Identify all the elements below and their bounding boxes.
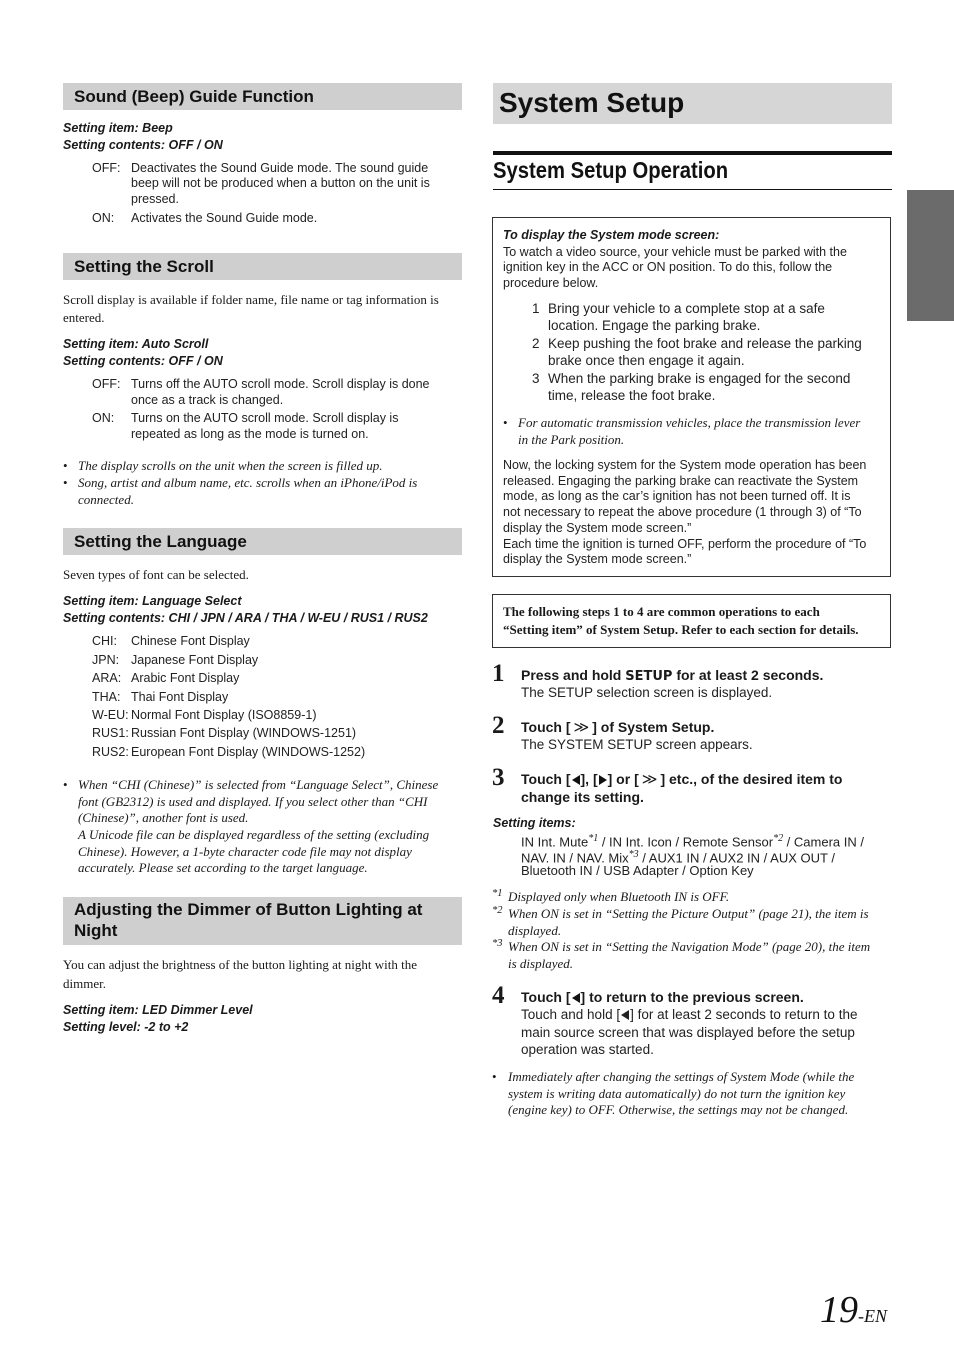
- def-value: Thai Font Display: [131, 690, 229, 704]
- page-number-suffix: -EN: [858, 1306, 887, 1326]
- triangle-right-icon: [599, 775, 607, 785]
- para-line: released. Engaging the parking brake can reactivate the System: [503, 474, 859, 488]
- side-tab: [907, 190, 954, 321]
- language-note: [63, 776, 462, 878]
- footnote-ref: *3: [628, 849, 639, 860]
- def-value: Chinese Font Display: [131, 634, 250, 648]
- def-value-line: repeated as long as the mode is turned on.: [131, 427, 369, 441]
- step-text: for at least 2 seconds.: [672, 667, 824, 683]
- scroll-intro-line: entered.: [63, 310, 105, 325]
- page-number-digits: 19: [820, 1289, 858, 1331]
- def-value: Normal Font Display (ISO8859-1): [131, 708, 317, 722]
- footnote-line: displayed.: [508, 923, 562, 938]
- item-text: / IN Int. Icon / Remote Sensor: [598, 834, 774, 850]
- para-line: Now, the locking system for the System mode operation has been: [503, 458, 867, 472]
- footnote-line: When ON is set in “Setting the Picture Output” (page 21), the item is: [508, 906, 869, 921]
- box-note: [503, 414, 883, 448]
- bullet: •: [63, 777, 68, 792]
- def-value-line: once as a track is changed.: [131, 393, 284, 407]
- step-line: brake once then engage it again.: [548, 353, 745, 368]
- def-value-line: Turns on the AUTO scroll mode. Scroll display is: [131, 411, 399, 425]
- step-text: ] of System Setup.: [592, 719, 715, 735]
- section-title-operation: System Setup Operation: [493, 157, 729, 183]
- def-key: RUS2:: [92, 745, 129, 759]
- note-line: accurately. Please set according to the target language.: [78, 860, 368, 875]
- scroll-def-off: [92, 376, 462, 408]
- step-4-body-line: operation was started.: [521, 1042, 654, 1057]
- footnote-ref: *2: [773, 833, 784, 844]
- footnote-mark: *1: [492, 888, 503, 899]
- dimmer-intro-line: You can adjust the brightness of the button lighting at night with the: [63, 957, 417, 972]
- def-key: THA:: [92, 690, 121, 704]
- box-intro-line: To watch a video source, your vehicle must be parked with the: [503, 245, 847, 259]
- section-rule-bottom: [493, 189, 892, 190]
- para-line: Each time the ignition is turned OFF, perform the procedure of “To: [503, 537, 867, 551]
- step-line: Keep pushing the foot brake and release the parking: [548, 336, 862, 351]
- step-number: 1: [532, 301, 540, 316]
- step-line: When the parking brake is engaged for the second: [548, 371, 851, 386]
- step-text: Touch [: [521, 771, 571, 787]
- def-key: CHI:: [92, 634, 117, 648]
- def-key: OFF:: [92, 161, 121, 175]
- beep-def-on: [92, 210, 462, 226]
- step-text: ] etc., of the desired item to: [660, 771, 843, 787]
- language-intro: Seven types of font can be selected.: [63, 567, 249, 582]
- def-value: Arabic Font Display: [131, 671, 240, 685]
- step-text: ] for at least 2 seconds to return to the: [630, 1007, 858, 1022]
- scroll-setting-contents: Setting contents: OFF / ON: [63, 354, 223, 368]
- para-line: display the System mode screen.”: [503, 521, 692, 535]
- step-2-heading: [521, 718, 714, 737]
- note-line: (engine key) to OFF. Otherwise, the settings may not be changed.: [508, 1102, 849, 1117]
- beep-setting-item: Setting item: Beep: [63, 121, 173, 135]
- para-line: mode, as long as the car’s ignition has not been turned off. It is: [503, 489, 851, 503]
- step-text: Touch and hold [: [521, 1007, 621, 1022]
- common-ops-line: “Setting item” of System Setup. Refer to each section for details.: [503, 622, 859, 637]
- def-key: JPN:: [92, 653, 120, 667]
- def-key: ARA:: [92, 671, 122, 685]
- step-4-body-line: main source screen that was displayed before the setup: [521, 1025, 855, 1040]
- language-setting-contents: Setting contents: CHI / JPN / ARA / THA / W-EU / RUS1 / RUS2: [63, 611, 428, 625]
- def-value-line: Deactivates the Sound Guide mode. The sound guide: [131, 161, 429, 175]
- scroll-intro-line: Scroll display is available if folder name, file name or tag information is: [63, 292, 439, 307]
- footnote-line: When ON is set in “Setting the Navigation Mode” (page 20), the item: [508, 939, 871, 954]
- item-text: / AUX1 IN / AUX2 IN / AUX OUT /: [638, 850, 835, 866]
- section-title-line: Night: [74, 921, 118, 940]
- scroll-note: [63, 474, 462, 508]
- bullet: •: [492, 1069, 497, 1084]
- section-title-dimmer: [63, 897, 462, 945]
- def-value: Japanese Font Display: [131, 653, 259, 667]
- double-chevron-right-icon: ≫: [573, 719, 590, 736]
- note-line: in the Park position.: [518, 432, 625, 447]
- section-title-language: Setting the Language: [63, 528, 462, 555]
- def-key: ON:: [92, 211, 115, 225]
- footnote-mark: *2: [492, 905, 503, 916]
- box-heading: To display the System mode screen:: [503, 228, 720, 242]
- language-setting-item: Setting item: Language Select: [63, 594, 242, 608]
- footnote: [492, 905, 892, 939]
- step-4-heading: [521, 988, 804, 1006]
- step-line: time, release the foot brake.: [548, 388, 716, 403]
- para-line: display the System mode screen.”: [503, 552, 692, 566]
- language-def-list: [92, 633, 462, 763]
- box-steps: [532, 300, 882, 408]
- step-number: 2: [492, 712, 505, 739]
- beep-setting-contents: Setting contents: OFF / ON: [63, 138, 223, 152]
- step-3-heading-line2: change its setting.: [521, 789, 644, 805]
- note-line: For automatic transmission vehicles, place the transmission lever: [518, 415, 861, 430]
- page-title-bar: [493, 83, 892, 124]
- page-number: [820, 1288, 887, 1332]
- section-title-line: Adjusting the Dimmer of Button Lighting at: [74, 900, 423, 919]
- step-3-heading: [521, 770, 842, 789]
- note-line: The display scrolls on the unit when the screen is filled up.: [78, 458, 383, 473]
- section-title-beep: Sound (Beep) Guide Function: [63, 83, 462, 110]
- scroll-note: [63, 457, 462, 474]
- def-value: Russian Font Display (WINDOWS-1251): [131, 726, 357, 740]
- step-number: 3: [492, 764, 505, 791]
- step-line: Bring your vehicle to a complete stop at a safe: [548, 301, 825, 316]
- note-line: A Unicode file can be displayed regardless of the setting (excluding: [78, 827, 430, 842]
- triangle-left-icon: [621, 1010, 629, 1020]
- step-text: ] or [: [607, 771, 639, 787]
- footnote-ref: *1: [588, 833, 599, 844]
- item-text: / Camera IN /: [783, 834, 864, 850]
- scroll-def-on: [92, 410, 462, 442]
- box-intro-line: procedure below.: [503, 276, 599, 290]
- def-value-line: Turns off the AUTO scroll mode. Scroll display is done: [131, 377, 430, 391]
- step-number: 1: [492, 660, 505, 687]
- def-key: RUS1:: [92, 726, 129, 740]
- step-1-heading: [521, 666, 823, 686]
- def-value-line: pressed.: [131, 192, 179, 206]
- page-title: System Setup: [499, 87, 685, 118]
- triangle-left-icon: [572, 993, 580, 1003]
- footnote: [492, 888, 892, 905]
- step-text: ] to return to the previous screen.: [580, 989, 804, 1005]
- def-value: European Font Display (WINDOWS-1252): [131, 745, 366, 759]
- note-line: Immediately after changing the settings of System Mode (while the: [508, 1069, 855, 1084]
- box-intro: [503, 244, 883, 292]
- item-text: NAV. IN / NAV. Mix: [521, 850, 629, 866]
- final-note: [492, 1068, 892, 1119]
- step-line: location. Engage the parking brake.: [548, 318, 761, 333]
- setup-key-label: SETUP: [625, 669, 673, 684]
- step-number: 2: [532, 336, 540, 351]
- step-text: Touch [: [521, 989, 571, 1005]
- double-chevron-right-icon: ≫: [641, 771, 658, 788]
- bullet: •: [63, 458, 68, 473]
- step-1-body: The SETUP selection screen is displayed.: [521, 685, 773, 700]
- footnote-line: is displayed.: [508, 956, 573, 971]
- section-title-scroll: Setting the Scroll: [63, 253, 462, 280]
- note-line: (Chinese)”, another font is used.: [78, 810, 249, 825]
- def-key: OFF:: [92, 377, 121, 391]
- step-text: Press and hold: [521, 667, 626, 683]
- para-line: not necessary to repeat the above procedure (1 through 3) of “To: [503, 505, 862, 519]
- step-4-body-line: [521, 1006, 857, 1024]
- section-rule-top: [493, 151, 892, 155]
- step-number: 3: [532, 371, 540, 386]
- step-number: 4: [492, 982, 505, 1009]
- note-line: system is writing data automatically) do not turn the ignition key: [508, 1086, 846, 1101]
- bullet: •: [63, 475, 68, 490]
- note-line: When “CHI (Chinese)” is selected from “Language Select”, Chinese: [78, 777, 439, 792]
- beep-def-off: [92, 160, 462, 210]
- step-2-body: The SYSTEM SETUP screen appears.: [521, 737, 753, 752]
- footnote-mark: *3: [492, 938, 503, 949]
- note-line: Chinese). However, a 1-byte character code file may not display: [78, 844, 412, 859]
- dimmer-intro-line: dimmer.: [63, 976, 106, 991]
- step-text: Touch [: [521, 719, 571, 735]
- note-line: connected.: [78, 492, 134, 507]
- triangle-left-icon: [572, 775, 580, 785]
- bullet: •: [503, 415, 508, 430]
- common-ops-line: The following steps 1 to 4 are common operations to each: [503, 604, 820, 619]
- box-intro-line: ignition key in the ACC or ON position. To do this, follow the: [503, 260, 833, 274]
- def-value-line: beep will not be produced when a button on the unit is: [131, 176, 430, 190]
- scroll-setting-item: Setting item: Auto Scroll: [63, 337, 209, 351]
- box-paragraph: [503, 457, 888, 569]
- def-key: ON:: [92, 411, 115, 425]
- dimmer-setting-item: Setting item: LED Dimmer Level: [63, 1003, 253, 1017]
- setting-items-line-3: Bluetooth IN / USB Adapter / Option Key: [521, 863, 754, 878]
- item-text: IN Int. Mute: [521, 834, 589, 850]
- footnote: [492, 938, 892, 972]
- note-line: font (GB2312) is used and displayed. If you select other than “CHI: [78, 794, 428, 809]
- dimmer-setting-level: Setting level: -2 to +2: [63, 1020, 189, 1034]
- setting-items-label: Setting items:: [493, 816, 576, 830]
- note-line: Song, artist and album name, etc. scrolls when an iPhone/iPod is: [78, 475, 418, 490]
- def-value-line: Activates the Sound Guide mode.: [131, 211, 318, 225]
- step-text: ], [: [580, 771, 598, 787]
- def-key: W-EU:: [92, 708, 129, 722]
- footnote-line: Displayed only when Bluetooth IN is OFF.: [508, 889, 730, 904]
